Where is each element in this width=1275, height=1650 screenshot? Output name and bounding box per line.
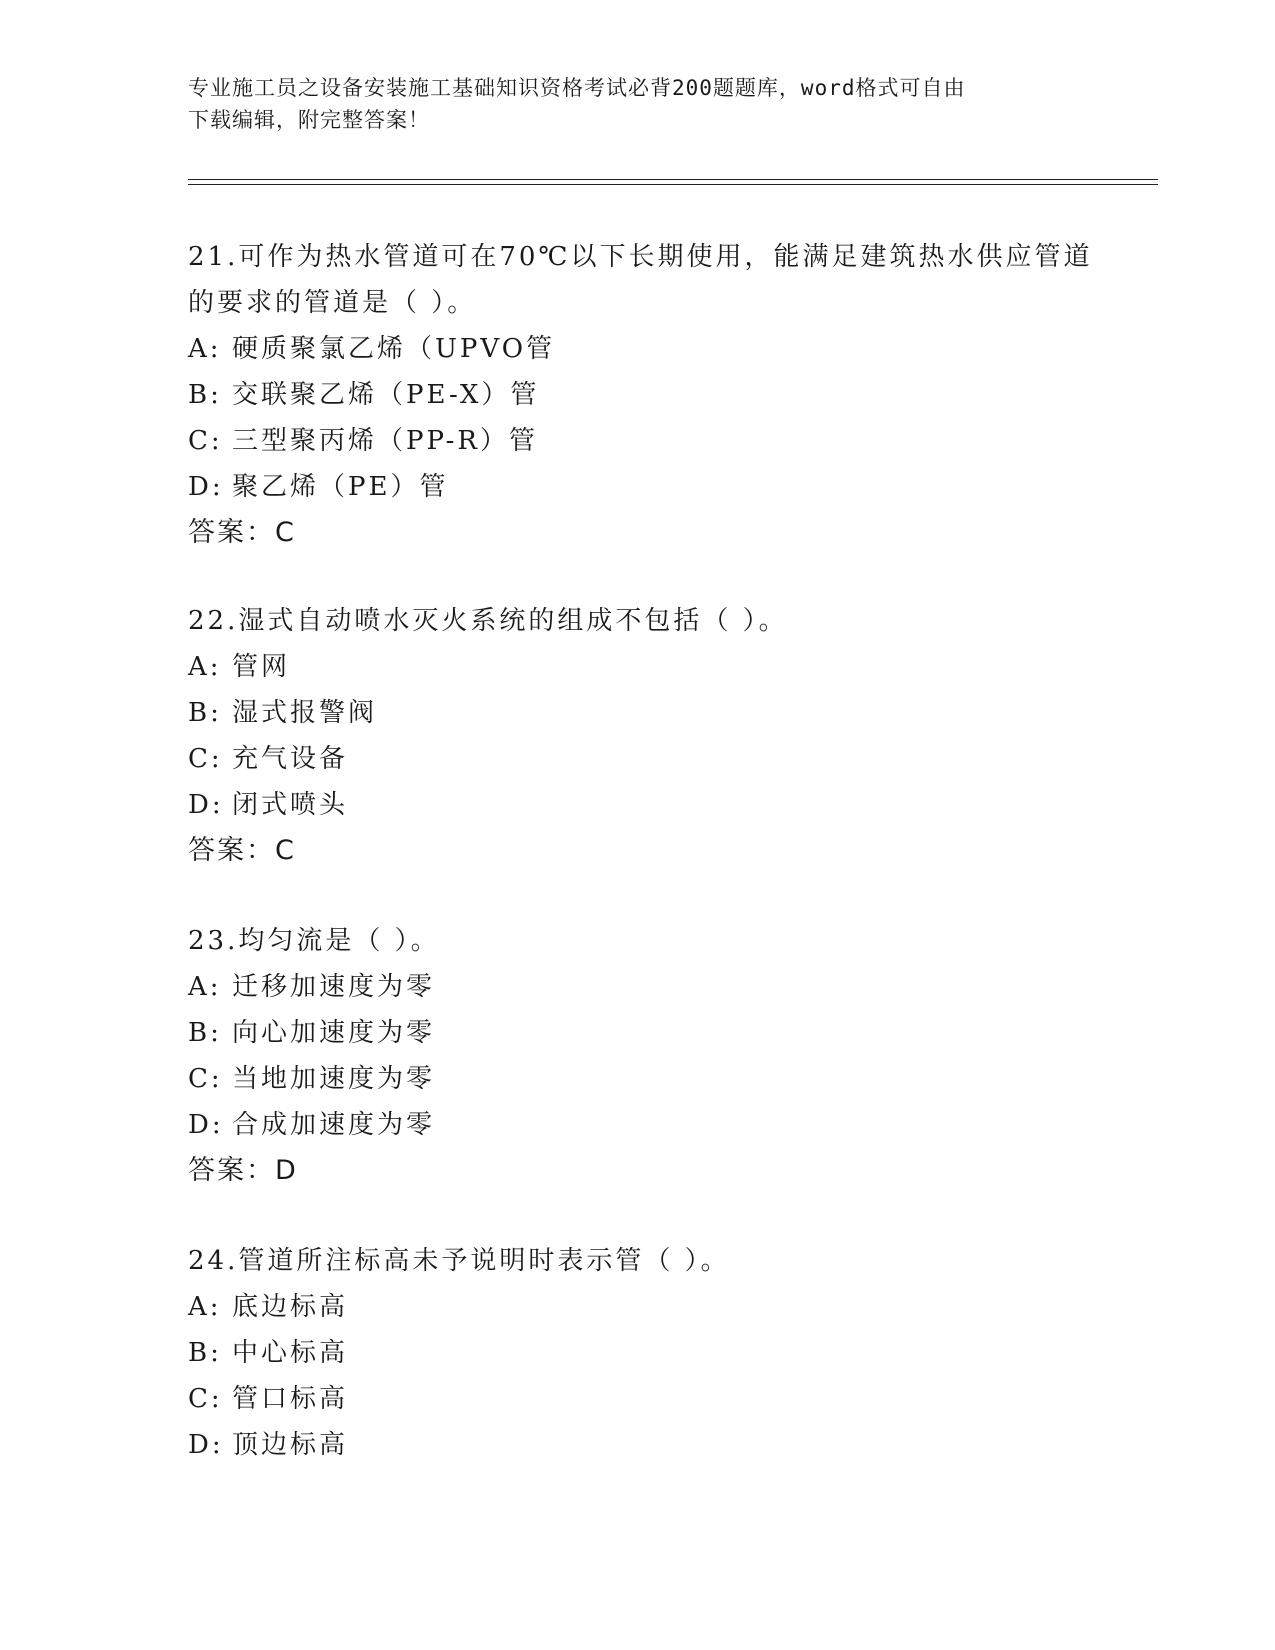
option-letter: A:	[188, 972, 222, 1002]
option-letter: C:	[188, 1384, 223, 1414]
option-letter: D:	[188, 472, 224, 502]
option-letter: B:	[188, 698, 222, 728]
document-header	[188, 72, 1088, 136]
option-text: 向心加速度为零	[232, 1018, 436, 1048]
option-letter: A:	[188, 1292, 222, 1322]
option-b	[188, 372, 1108, 418]
option-text: 顶边标高	[232, 1430, 349, 1460]
option-b	[188, 690, 1108, 736]
option-text: 充气设备	[232, 744, 349, 774]
question-stem: 21.可作为热水管道可在70℃以下长期使用，能满足建筑热水供应管道	[188, 242, 1093, 272]
option-letter: D:	[188, 1430, 224, 1460]
header-line-2: 下载编辑，附完整答案！	[188, 108, 430, 132]
option-letter: B:	[188, 1018, 222, 1048]
option-text: 聚乙烯（PE）管	[232, 472, 449, 502]
option-text: 管网	[232, 652, 291, 682]
answer-label: 答案：C	[188, 835, 296, 866]
question-22	[188, 598, 1108, 874]
option-letter: B:	[188, 380, 222, 410]
header-divider-top	[188, 179, 1158, 180]
option-d	[188, 1102, 1108, 1148]
option-letter: A:	[188, 652, 222, 682]
option-text: 当地加速度为零	[232, 1064, 436, 1094]
option-text: 迁移加速度为零	[232, 972, 436, 1002]
option-a	[188, 644, 1108, 690]
option-c	[188, 1376, 1108, 1422]
option-letter: C:	[188, 744, 223, 774]
option-text: 闭式喷头	[232, 790, 349, 820]
option-letter: B:	[188, 1338, 222, 1368]
option-c	[188, 418, 1108, 464]
option-b	[188, 1330, 1108, 1376]
answer-label: 答案：D	[188, 1155, 298, 1186]
option-letter: C:	[188, 1064, 223, 1094]
option-a	[188, 964, 1108, 1010]
header-divider-bottom	[188, 184, 1158, 185]
option-text: 合成加速度为零	[232, 1110, 436, 1140]
question-stem: 22.湿式自动喷水灭火系统的组成不包括（ ）。	[188, 606, 788, 636]
question-stem: 23.均匀流是（ ）。	[188, 926, 440, 956]
question-stem-continued: 的要求的管道是（ ）。	[188, 288, 477, 318]
option-letter: C:	[188, 426, 223, 456]
option-c	[188, 1056, 1108, 1102]
header-line-1: 专业施工员之设备安装施工基础知识资格考试必背200题题库，word格式可自由	[188, 76, 966, 100]
question-stem: 24.管道所注标高未予说明时表示管（ ）。	[188, 1246, 730, 1276]
option-letter: D:	[188, 1110, 224, 1140]
option-text: 管口标高	[232, 1384, 349, 1414]
option-text: 底边标高	[232, 1292, 349, 1322]
option-c	[188, 736, 1108, 782]
answer-label: 答案：C	[188, 517, 296, 548]
option-text: 湿式报警阀	[232, 698, 378, 728]
option-d	[188, 782, 1108, 828]
option-b	[188, 1010, 1108, 1056]
question-21	[188, 234, 1108, 556]
option-a	[188, 326, 1108, 372]
option-letter: D:	[188, 790, 224, 820]
option-text: 中心标高	[232, 1338, 349, 1368]
option-text: 三型聚丙烯（PP-R）管	[232, 426, 538, 456]
option-d	[188, 464, 1108, 510]
option-text: 交联聚乙烯（PE-X）管	[232, 380, 540, 410]
question-24	[188, 1238, 1108, 1468]
option-a	[188, 1284, 1108, 1330]
option-letter: A:	[188, 334, 222, 364]
option-text: 硬质聚氯乙烯（UPVO管	[232, 334, 556, 364]
question-23	[188, 918, 1108, 1194]
option-d	[188, 1422, 1108, 1468]
